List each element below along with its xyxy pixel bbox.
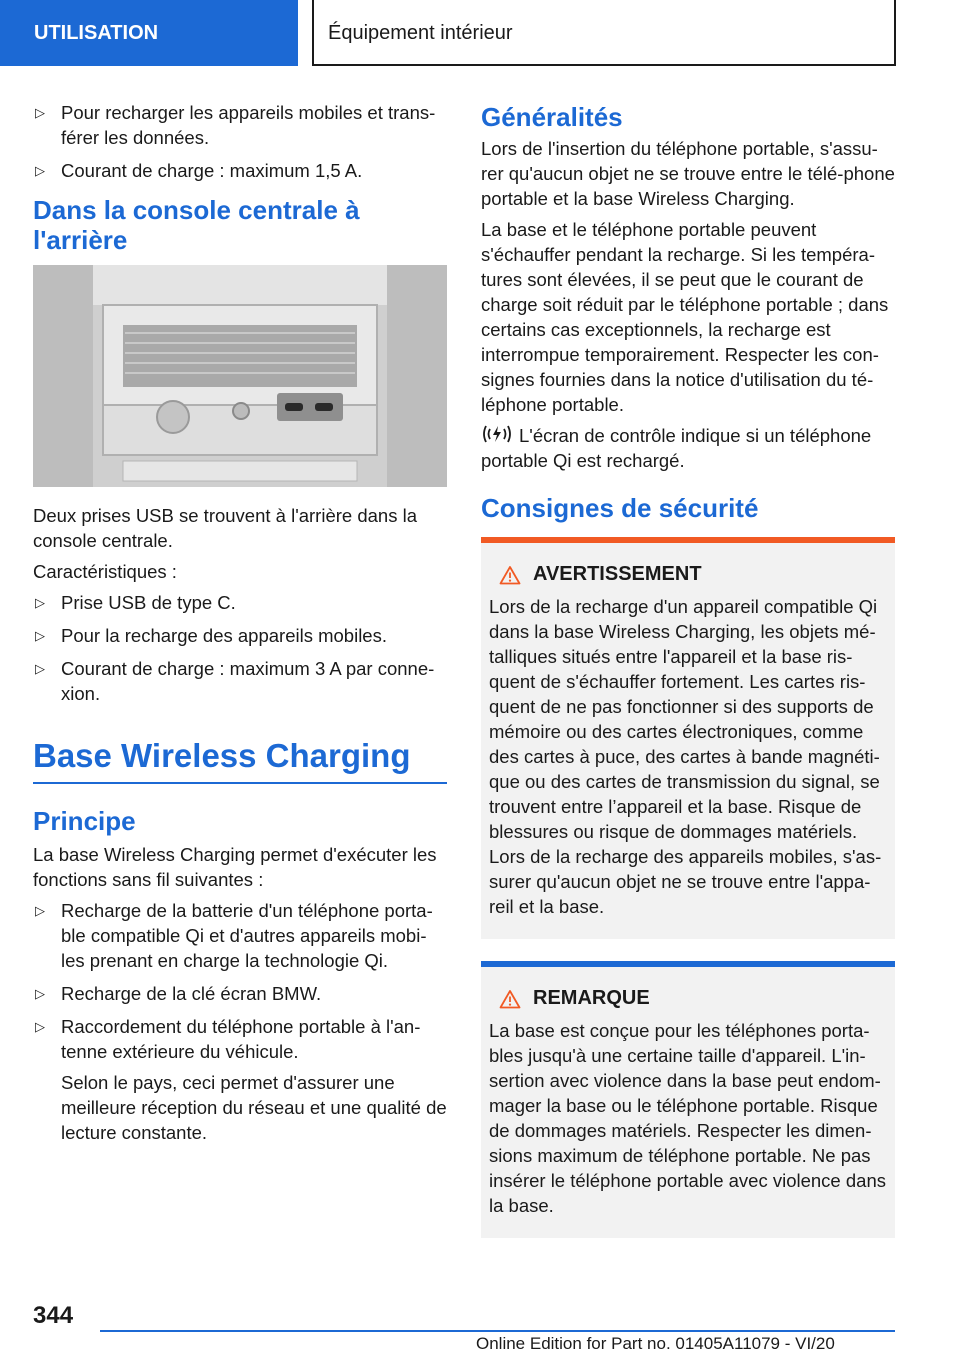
triangle-bullet-icon: ▷ <box>35 595 45 610</box>
triangle-bullet-icon: ▷ <box>35 903 45 918</box>
note-header <box>499 987 887 1010</box>
page-number: 344 <box>33 1302 74 1329</box>
top-bullet-list <box>33 100 447 183</box>
characteristics-list <box>33 590 447 706</box>
principe-text: La base Wireless Charging permet d'exécuter les fonctions sans fil suivantes : <box>33 844 437 890</box>
warning-triangle-icon <box>499 989 521 1009</box>
list-item: ▷ Pour recharger les appareils mobiles et trans-férer les données. <box>35 102 436 148</box>
wireless-charging-heading: Base Wireless Charging <box>33 736 447 784</box>
safety-heading: Consignes de sécurité <box>481 493 759 523</box>
warning-triangle-icon <box>499 565 521 585</box>
right-column <box>481 100 895 1238</box>
warning-text: Lors de la recharge d'un appareil compatible Qi dans la base Wireless Charging, les objets mé-talliques situés entre l'appareil et la base ris-quent de s'échauffer fortement. Les cartes ris-quent de ne pas fonctionner si des supports de mémoire ou des cartes électroniques, comme des cartes à puce, des cartes à bande magnéti-que ou des cartes de transmission du signal, se trouvent entre l’appareil et la base. Risque de blessures ou risque de dommages matériels. Lors de la recharge des appareils mobiles, s'as-surer qu'aucun objet ne se trouve entre l'appa-reil et la base. <box>489 596 882 917</box>
triangle-bullet-icon: ▷ <box>35 1019 45 1034</box>
general-paragraph-2: La base et le téléphone portable peuvent s'échauffer pendant la recharge. Si les tempéra-tures sont élevées, il se peut que le courant de charge soit réduit par le téléphone portable ; dans certains cas exceptionnels, la recharge est interrompue temporairement. Respecter les con-signes fournies dans la notice d'utilisation du té-léphone portable. <box>481 219 889 415</box>
warning-header <box>499 563 887 586</box>
triangle-bullet-icon: ▷ <box>35 628 45 643</box>
general-paragraph-3: L'écran de contrôle indique si un téléphone portable Qi est rechargé. <box>481 425 872 471</box>
triangle-bullet-icon: ▷ <box>35 986 45 1001</box>
characteristics-label: Caractéristiques : <box>33 561 177 582</box>
triangle-bullet-icon: ▷ <box>35 105 45 120</box>
list-item: ▷ Courant de charge : maximum 3 A par conne-xion. <box>35 658 435 704</box>
general-paragraph-1: Lors de l'insertion du téléphone portable, s'assu-rer qu'aucun objet ne se trouve entre le télé-phone portable et la base Wireless Charging. <box>481 138 895 209</box>
triangle-bullet-icon: ▷ <box>35 661 45 676</box>
rear-console-text: Deux prises USB se trouvent à l'arrière dans la console centrale. <box>33 505 417 551</box>
principe-heading: Principe <box>33 806 136 836</box>
note-label: REMARQUE <box>533 987 650 1009</box>
wireless-charging-icon <box>481 423 513 445</box>
general-heading: Généralités <box>481 102 623 132</box>
principe-sub-text: Selon le pays, ceci permet d'assurer une meilleure réception du réseau et une qualité de lecture constante. <box>61 1072 447 1143</box>
list-item: ▷ Recharge de la clé écran BMW. <box>35 983 322 1004</box>
list-item: ▷ Recharge de la batterie d'un téléphone porta-ble compatible Qi et d'autres appareils mobi-les prenant en charge la technologie Qi. <box>35 900 433 971</box>
list-item: ▷ Pour la recharge des appareils mobiles. <box>35 625 387 646</box>
footer-divider <box>100 1330 895 1332</box>
list-item: ▷ Prise USB de type C. <box>35 592 236 613</box>
chapter-title: Équipement intérieur <box>312 0 896 66</box>
rear-console-photo <box>33 265 447 487</box>
triangle-bullet-icon: ▷ <box>35 163 45 178</box>
section-title: UTILISATION <box>0 0 298 66</box>
note-text: La base est conçue pour les téléphones porta-bles jusqu'à une certaine taille d'appareil. L'in-sertion avec violence dans la base peut endom-mager la base ou le téléphone portable. Risque de dommages matériels. Respecter les dimen-sions maximum de téléphone portable. Ne pas insérer le téléphone portable avec violence dans la base. <box>489 1020 886 1216</box>
warning-label: AVERTISSEMENT <box>533 563 702 585</box>
principe-list <box>33 898 447 1145</box>
warning-box <box>481 537 895 939</box>
note-box <box>481 961 895 1238</box>
edition-text: Online Edition for Part no. 01405A11079 - VI/20 <box>476 1334 835 1353</box>
list-item: ▷ Raccordement du téléphone portable à l'an-tenne extérieure du véhicule. Selon le pays, ceci permet d'assurer une meilleure réception du réseau et une qualité de lecture constante. <box>35 1016 447 1143</box>
left-column <box>33 100 447 1153</box>
list-item: ▷ Courant de charge : maximum 1,5 A. <box>35 160 363 181</box>
rear-console-heading: Dans la console centrale à l'arrière <box>33 195 360 255</box>
page-header <box>0 0 960 66</box>
rear-console-illustration <box>33 265 447 487</box>
